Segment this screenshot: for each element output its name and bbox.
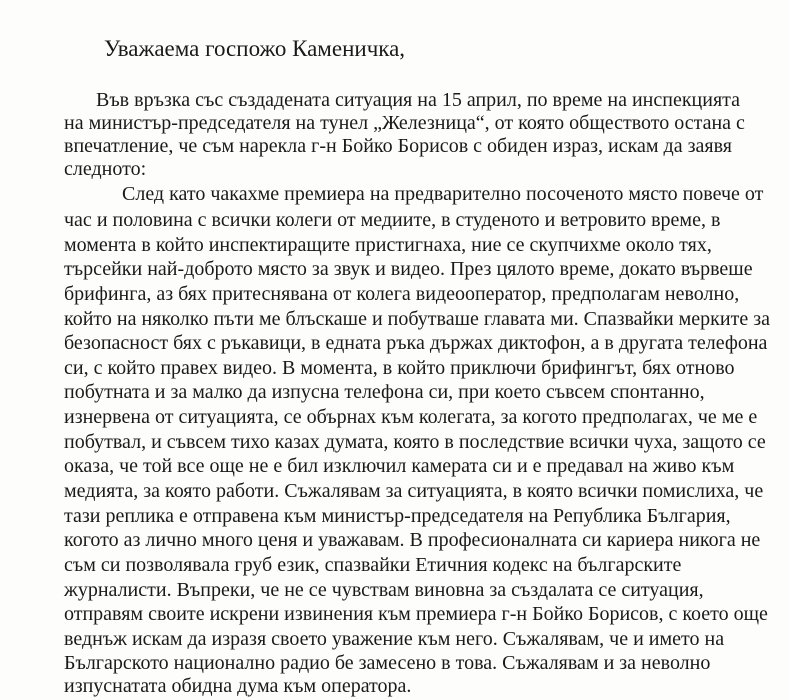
letter-line: изпуснатата обидна дума към оператора. bbox=[64, 675, 412, 697]
letter-line: оказа, че той все още не е бил изключил камерата си и е предавал на живо към bbox=[64, 455, 735, 477]
letter-line: Във връзка със създадената ситуация на 15 април, по време на инспекцията bbox=[96, 89, 741, 111]
letter-line: изнервена от ситуацията, се обърнах към колегата, за когото предполагах, че ме е bbox=[64, 406, 758, 428]
letter-line: момента в който инспектиращите пристигнаха, ние се скупчихме около тях, bbox=[64, 234, 712, 256]
letter-line: който на няколко пъти ме блъскаше и побутваше главата ми. Спазвайки мерките за bbox=[64, 308, 770, 330]
letter-line: час и половина с всички колеги от медиите, в студеното и ветровито време, в bbox=[64, 209, 721, 231]
letter-line: брифинга, аз бях притеснявана от колега видеооператор, предполагам неволно, bbox=[64, 283, 740, 305]
letter-line: отправям своите искрени извинения към премиера г-н Бойко Борисов, с което още bbox=[64, 603, 768, 625]
letter-line: търсейки най-доброто място за звук и видео. През цялото време, докато вървеше bbox=[64, 258, 753, 280]
letter-line: си, с който правех видео. В момента, в който приключи брифингът, бях отново bbox=[64, 357, 735, 379]
letter-line: следното: bbox=[64, 158, 147, 180]
letter-line: Българското национално радио бе замесено в това. Съжалявам и за неволно bbox=[64, 652, 711, 674]
letter-line: След като чакахме премиера на предварително посоченото място повече от bbox=[122, 183, 764, 205]
letter-line: журналисти. Въпреки, че не се чувствам виновна за създалата се ситуация, bbox=[64, 579, 704, 601]
letter-line: тази реплика е отправена към министър-председателя на Република България, bbox=[64, 505, 731, 527]
letter-line: безопасност бях с ръкавици, в едната ръка държах диктофон, а в другата телефона bbox=[64, 332, 768, 354]
letter-line: побутвал, и съвсем тихо казах думата, която в последствие всички чуха, защото се bbox=[64, 431, 766, 453]
letter-line: съм си позволявала груб език, спазвайки Етичния кодекс на българските bbox=[64, 554, 682, 576]
letter-line: на министър-председателя на тунел „Железница“, от която обществото остана с bbox=[64, 112, 745, 134]
letter-line: побутната и за малко да изпусна телефона си, при което съвсем спонтанно, bbox=[64, 381, 705, 403]
letter-line: впечатление, че съм нарекла г-н Бойко Борисов с обиден израз, искам да заявя bbox=[64, 135, 732, 157]
letter-line: медията, за която работи. Съжалявам за ситуацията, в която всички помислиха, че bbox=[64, 480, 764, 502]
letter-line: когото аз лично много ценя и уважавам. В професионалната си кариера никога не bbox=[64, 529, 761, 551]
letter-line: веднъж искам да изразя своето уважение към него. Съжалявам, че и името на bbox=[64, 628, 725, 650]
letter-salutation: Уважаема госпожо Каменичка, bbox=[104, 36, 406, 61]
